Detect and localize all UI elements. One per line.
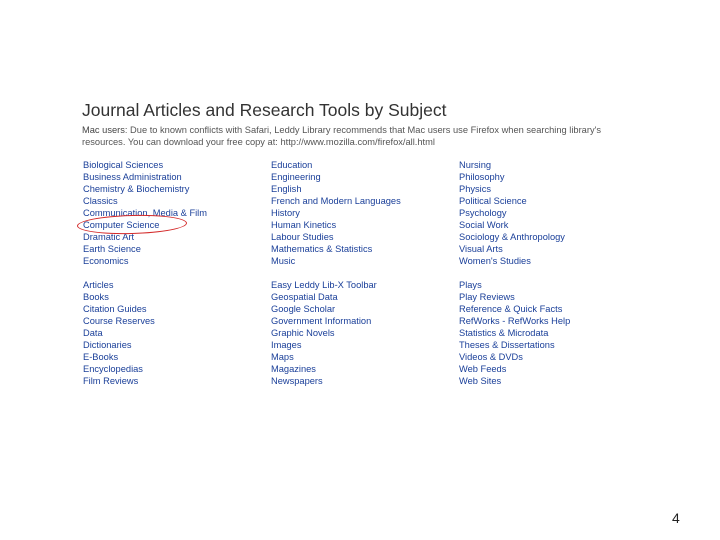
tool-link[interactable]: Play Reviews — [459, 292, 515, 302]
subject-link[interactable]: Business Administration — [83, 172, 182, 182]
tool-link[interactable]: Web Feeds — [459, 364, 507, 374]
subject-link[interactable]: Women's Studies — [459, 256, 531, 266]
subjects-column-2 — [271, 159, 401, 267]
subject-link-computer-science[interactable]: Computer Science — [83, 220, 160, 230]
subject-link[interactable]: Communication, Media & Film — [83, 208, 207, 218]
subject-link[interactable]: Political Science — [459, 196, 527, 206]
tool-link[interactable]: Google Scholar — [271, 304, 336, 314]
page-title: Journal Articles and Research Tools by Subject — [82, 100, 447, 120]
subject-link[interactable]: Earth Science — [83, 244, 141, 254]
subject-link[interactable]: Labour Studies — [271, 232, 334, 242]
subjects-column-1 — [83, 159, 207, 267]
tool-link[interactable]: Course Reserves — [83, 316, 155, 326]
tools-column-3 — [459, 279, 570, 387]
tool-link[interactable]: Data — [83, 328, 103, 338]
tool-link[interactable]: Newspapers — [271, 376, 323, 386]
subject-link[interactable]: Philosophy — [459, 172, 505, 182]
tool-link[interactable]: Statistics & Microdata — [459, 328, 549, 338]
subject-link[interactable]: Sociology & Anthropology — [459, 232, 565, 242]
subject-link[interactable]: Nursing — [459, 160, 492, 170]
subject-link[interactable]: History — [271, 208, 300, 218]
slide-page-number: 4 — [672, 510, 680, 526]
tool-link[interactable]: Books — [83, 292, 109, 302]
tool-link[interactable]: Theses & Dissertations — [459, 340, 555, 350]
tool-link[interactable]: Government Information — [271, 316, 372, 326]
tool-link[interactable]: Videos & DVDs — [459, 352, 523, 362]
notice-lead: Mac users — [82, 125, 125, 135]
mac-users-notice — [82, 124, 602, 148]
subject-link[interactable]: Mathematics & Statistics — [271, 244, 373, 254]
tools-column-2 — [271, 279, 377, 387]
tool-link[interactable]: Graphic Novels — [271, 328, 335, 338]
subject-link[interactable]: Psychology — [459, 208, 507, 218]
tool-link[interactable]: Images — [271, 340, 302, 350]
subject-link[interactable]: Biological Sciences — [83, 160, 164, 170]
tool-link[interactable]: Web Sites — [459, 376, 502, 386]
tool-link[interactable]: Magazines — [271, 364, 316, 374]
tool-link[interactable]: E-Books — [83, 352, 119, 362]
tool-link[interactable]: Articles — [83, 280, 114, 290]
tools-column-1 — [83, 279, 155, 387]
subject-link[interactable]: Education — [271, 160, 313, 170]
tool-link[interactable]: Encyclopedias — [83, 364, 143, 374]
subject-link[interactable]: French and Modern Languages — [271, 196, 401, 206]
subject-link[interactable]: Physics — [459, 184, 492, 194]
subject-link[interactable]: Music — [271, 256, 296, 266]
subject-link[interactable]: Dramatic Art — [83, 232, 135, 242]
subject-link[interactable]: Human Kinetics — [271, 220, 337, 230]
tool-link[interactable]: Plays — [459, 280, 482, 290]
subject-link[interactable]: English — [271, 184, 302, 194]
tool-link[interactable]: Dictionaries — [83, 340, 132, 350]
subjects-column-3 — [459, 159, 565, 267]
tool-link[interactable]: Maps — [271, 352, 294, 362]
subject-link[interactable]: Classics — [83, 196, 118, 206]
tool-link[interactable]: Citation Guides — [83, 304, 147, 314]
subject-link[interactable]: Visual Arts — [459, 244, 503, 254]
tool-link[interactable]: RefWorks - RefWorks Help — [459, 316, 571, 326]
subject-link[interactable]: Economics — [83, 256, 129, 266]
tool-link[interactable]: Reference & Quick Facts — [459, 304, 563, 314]
subject-link[interactable]: Engineering — [271, 172, 321, 182]
tool-link[interactable]: Film Reviews — [83, 376, 139, 386]
tool-link[interactable]: Geospatial Data — [271, 292, 338, 302]
tool-link[interactable]: Easy Leddy Lib-X Toolbar — [271, 280, 377, 290]
subject-link[interactable]: Chemistry & Biochemistry — [83, 184, 190, 194]
notice-text: : Due to known conflicts with Safari, Leddy Library recommends that Mac users use Firefox when searching library's resources. You can download your free copy at: http://www.mozilla.com/firefox/all.html — [82, 125, 602, 147]
subject-link[interactable]: Social Work — [459, 220, 509, 230]
